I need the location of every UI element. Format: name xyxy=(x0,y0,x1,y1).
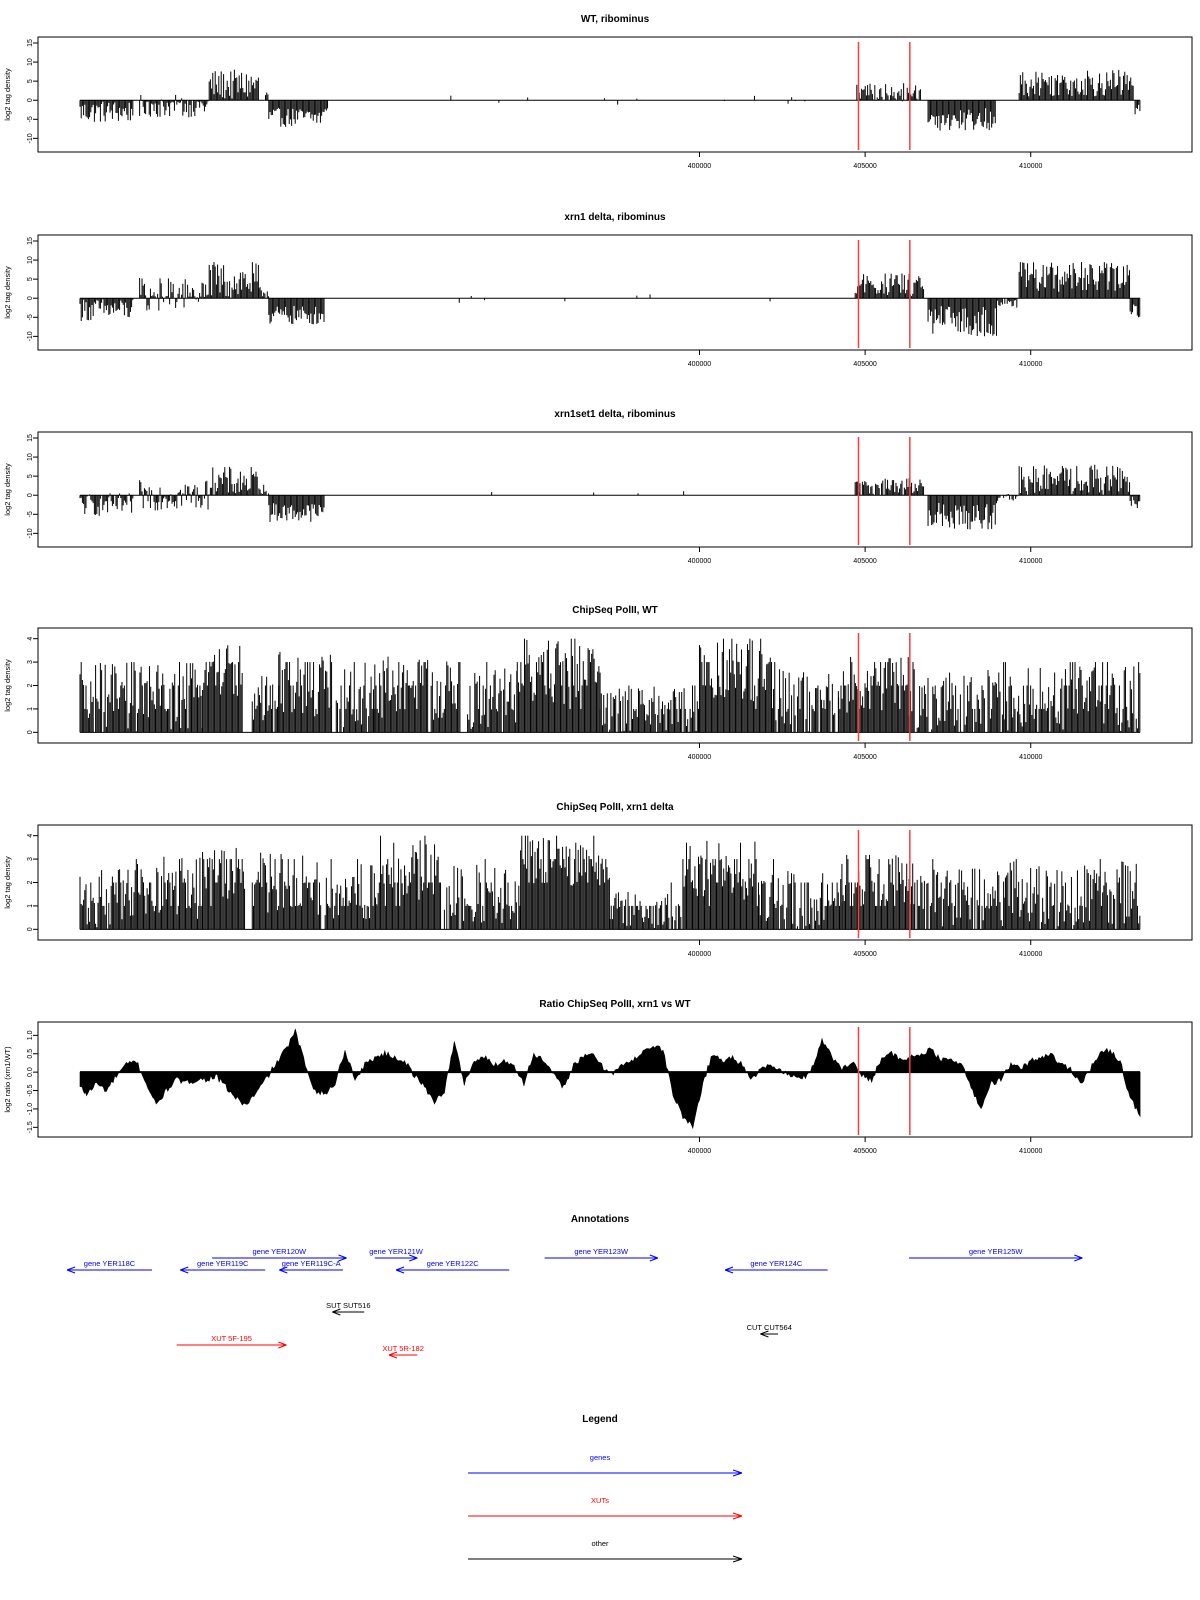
x-tick-label: 405000 xyxy=(853,163,877,170)
y-tick-label: -5 xyxy=(26,314,34,321)
x-tick-label: 405000 xyxy=(853,754,877,761)
y-tick-label: 3 xyxy=(26,857,34,862)
y-tick-label: -5 xyxy=(26,116,34,123)
annotation-label: gene YER125W xyxy=(968,1247,1023,1256)
x-tick-label: 400000 xyxy=(687,558,712,565)
y-tick-label: 0 xyxy=(26,98,34,103)
y-tick-label: 2 xyxy=(26,880,34,885)
y-axis-label: log2 tag density xyxy=(3,856,12,909)
y-tick-label: 5 xyxy=(26,79,34,84)
y-tick-label: 2 xyxy=(26,683,34,688)
legend-label: other xyxy=(591,1539,609,1548)
annotation-label: XUT 5F-195 xyxy=(211,1334,252,1343)
x-tick-label: 400000 xyxy=(687,951,712,958)
annotation-label: gene YER119C-A xyxy=(281,1259,341,1268)
y-tick-label: 1 xyxy=(26,903,34,908)
y-tick-label: -10 xyxy=(26,133,34,144)
y-tick-label: -0.5 xyxy=(26,1084,34,1097)
chart-title: Ratio ChipSeq PolII, xrn1 vs WT xyxy=(539,999,691,1010)
chart-title: ChipSeq PolII, xrn1 delta xyxy=(556,802,674,813)
y-axis-label: log2 tag density xyxy=(3,463,12,516)
annotations-title: Annotations xyxy=(570,1214,630,1225)
legend-title: Legend xyxy=(582,1414,618,1425)
x-tick-label: 405000 xyxy=(853,558,877,565)
y-tick-label: -10 xyxy=(26,528,34,539)
y-tick-label: 0 xyxy=(26,730,34,735)
y-tick-label: -5 xyxy=(26,511,34,518)
y-tick-label: 1 xyxy=(26,706,34,711)
x-tick-label: 405000 xyxy=(853,1148,877,1155)
y-tick-label: 5 xyxy=(26,277,34,282)
y-tick-label: 4 xyxy=(26,636,34,641)
y-tick-label: 1.0 xyxy=(26,1030,34,1041)
x-tick-label: 405000 xyxy=(853,951,877,958)
legend-label: genes xyxy=(589,1453,611,1462)
y-tick-label: 3 xyxy=(26,660,34,665)
y-axis-label: log2 ratio (xrn1/WT) xyxy=(3,1046,12,1113)
y-tick-label: 15 xyxy=(26,39,34,47)
x-tick-label: 410000 xyxy=(1019,951,1043,958)
y-tick-label: 10 xyxy=(26,453,34,461)
x-tick-label: 410000 xyxy=(1019,754,1043,761)
y-tick-label: 0 xyxy=(26,296,34,301)
y-tick-label: 10 xyxy=(26,58,34,66)
x-tick-label: 410000 xyxy=(1019,558,1043,565)
y-tick-label: 15 xyxy=(26,434,34,442)
x-tick-label: 410000 xyxy=(1019,361,1043,368)
y-tick-label: 0 xyxy=(26,927,34,932)
y-tick-label: -1.0 xyxy=(26,1102,34,1115)
annotation-label: SUT SUT516 xyxy=(326,1301,371,1310)
x-tick-label: 405000 xyxy=(853,361,877,368)
annotation-label: CUT CUT564 xyxy=(746,1323,792,1332)
y-axis-label: log2 tag density xyxy=(3,266,12,319)
y-tick-label: 15 xyxy=(26,237,34,245)
chart-title: xrn1set1 delta, ribominus xyxy=(554,409,676,420)
x-tick-label: 410000 xyxy=(1019,163,1043,170)
annotation-label: gene YER124C xyxy=(750,1259,803,1268)
annotation-label: gene YER118C xyxy=(83,1259,136,1268)
y-tick-label: -1.5 xyxy=(26,1121,34,1134)
y-tick-label: 10 xyxy=(26,256,34,264)
y-axis-label: log2 tag density xyxy=(3,68,12,121)
x-tick-label: 400000 xyxy=(687,163,712,170)
y-tick-label: 4 xyxy=(26,833,34,838)
y-axis-label: log2 tag density xyxy=(3,659,12,712)
x-tick-label: 400000 xyxy=(687,361,712,368)
y-tick-label: -10 xyxy=(26,331,34,342)
chart-title: ChipSeq PolII, WT xyxy=(572,605,658,616)
x-tick-label: 400000 xyxy=(687,754,712,761)
annotation-label: XUT 5R-182 xyxy=(382,1344,424,1353)
chart-title: xrn1 delta, ribominus xyxy=(564,212,666,223)
y-tick-label: 0.5 xyxy=(26,1048,34,1059)
x-tick-label: 400000 xyxy=(687,1148,712,1155)
annotation-label: gene YER123W xyxy=(574,1247,629,1256)
annotation-label: gene YER120W xyxy=(252,1247,307,1256)
legend-label: XUTs xyxy=(591,1496,609,1505)
annotation-label: gene YER122C xyxy=(426,1259,479,1268)
x-tick-label: 410000 xyxy=(1019,1148,1043,1155)
annotation-label: gene YER119C xyxy=(197,1259,249,1268)
y-tick-label: 0 xyxy=(26,493,34,498)
y-tick-label: 0.0 xyxy=(26,1067,34,1078)
y-tick-label: 5 xyxy=(26,474,34,479)
annotation-label: gene YER121W xyxy=(369,1247,423,1256)
chart-title: WT, ribominus xyxy=(580,14,650,25)
